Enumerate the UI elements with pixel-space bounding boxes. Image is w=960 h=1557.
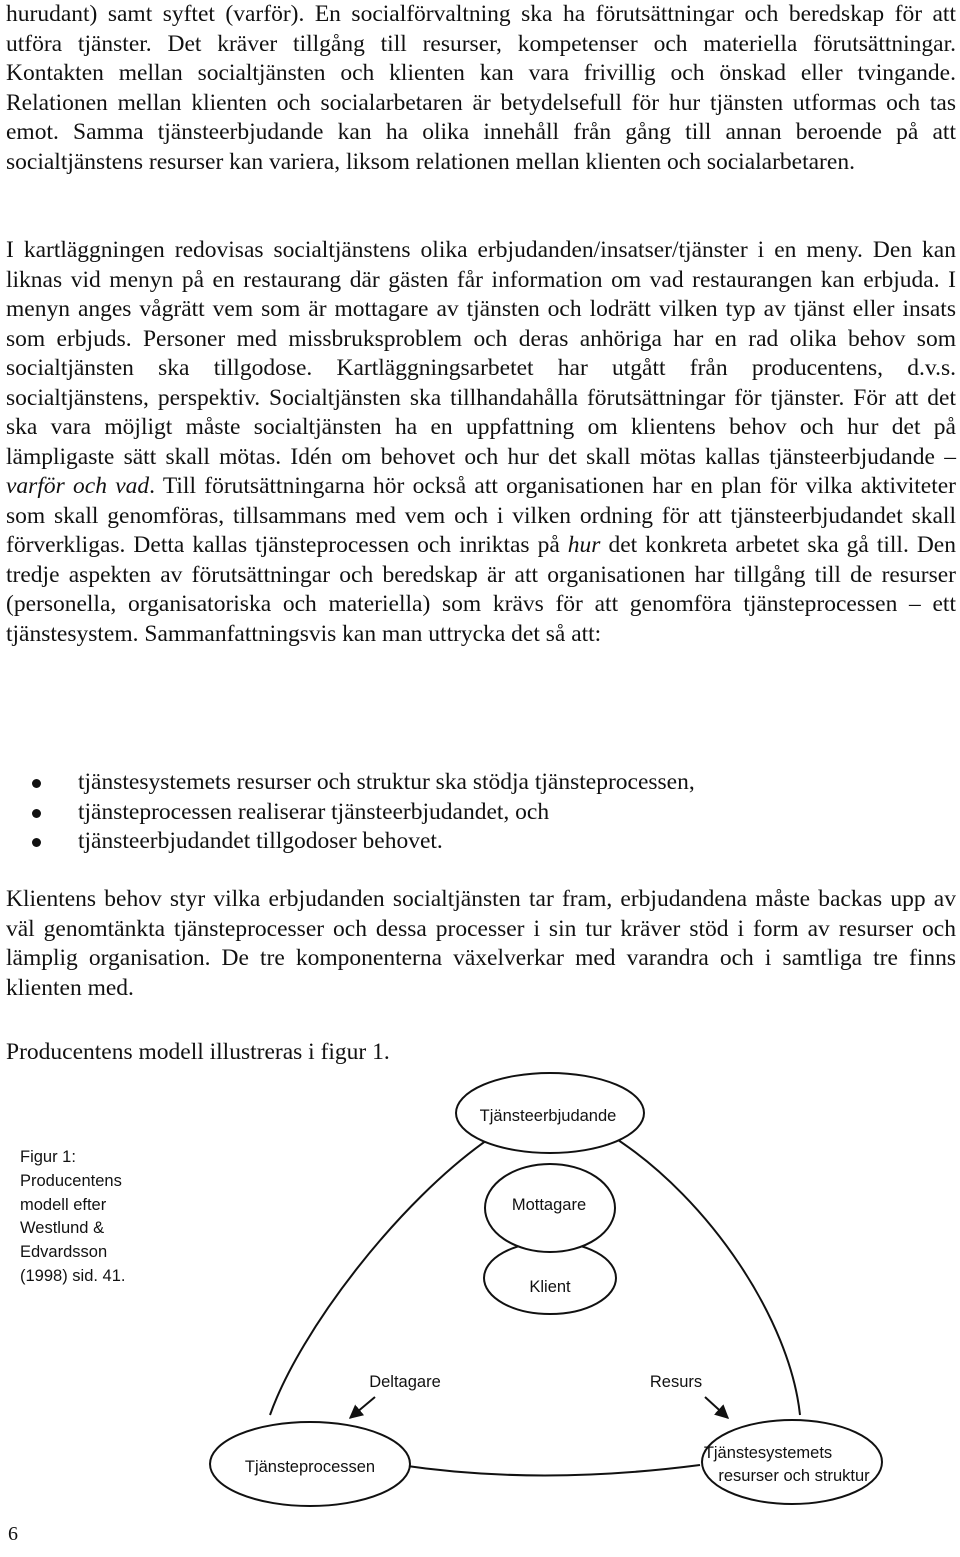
italic-phrase: varför och vad	[6, 473, 150, 499]
bullet-item: tjänstesystemets resurser och struktur ska stödja tjänsteprocessen,	[6, 768, 956, 798]
paragraph-klientens-behov: Klientens behov styr vilka erbjudanden socialtjänsten tar fram, erbjudandena måste backas upp av väl genomtänkta tjänsteprocesser och dessa processer i sin tur kräver stöd i form av resurser och lämplig organisation. De tre komponenterna växelverkar med varandra och i samtliga tre finns klienten med.	[6, 886, 956, 1001]
caption-line: Westlund &	[20, 1219, 105, 1238]
edge-label-deltagare: Deltagare	[369, 1373, 441, 1391]
paragraph-text: I kartläggningen redovisas socialtjänstens olika erbjudanden/insatser/tjänster i en meny. Den kan liknas vid menyn på en restaurang där gästen får information om vad restaurangen kan erbjuda. I menyn anges vågrätt vem som är mottagare av tjänsten och lodrätt vilken typ av tjänst eller insats som erbjuds. Personer med missbruksproblem och deras anhöriga har en rad olika behov som socialtjänsten ska tillgodose. Kartläggningsarbetet har utgått från producentens, d.v.s. socialtjänstens, perspektiv. Socialtjänsten ska tillhandahålla förutsättningar för tjänster. För att det ska vara möjligt måste socialtjänsten ha en uppfattning om klientens behov och hur det på lämpligaste sätt skall mötas. Idén om behovet och hur det skall mötas kallas tjänsteerbjudande –	[6, 237, 956, 470]
paragraph-figure-reference: Producentens modell illustreras i figur 1.	[6, 1039, 390, 1065]
node-tjanstesystemets	[702, 1420, 882, 1504]
node-tjanstesystemets-label-line1: Tjänstesystemets	[703, 1444, 833, 1462]
center-mottagare-label: Mottagare	[511, 1196, 587, 1214]
italic-word: hur	[567, 532, 601, 558]
caption-line: (1998) sid. 41.	[20, 1266, 126, 1285]
paragraph-text: . Till förutsättningarna hör också att organisationen har en plan för vilka aktiviteter som skall genomföras, tillsammans med vem och i vilken ordning för att tjänsteerbjudandet skall förverkligas. Detta kallas tjänsteprocessen och inriktas på	[6, 473, 956, 558]
bullet-list	[6, 768, 956, 857]
arrow-to-tjansteprocessen	[350, 1397, 375, 1418]
caption-line: Producentens	[20, 1171, 122, 1190]
producer-model-diagram	[0, 1068, 960, 1508]
paragraph-kartlaggning-meny	[6, 236, 956, 649]
caption-line: Figur 1:	[20, 1148, 76, 1166]
edge-label-resurs: Resurs	[649, 1373, 703, 1391]
caption-line: modell efter	[20, 1195, 107, 1214]
connector-top-right	[615, 1138, 800, 1415]
bullet-item: tjänsteerbjudandet tillgodoser behovet.	[6, 827, 956, 857]
connector-bottom	[400, 1465, 700, 1476]
paragraph-text: hurudant) samt syftet (varför). En socialförvaltning ska ha förutsättningar och beredskap för att utföra tjänster. Det kräver tillgång till resurser, kompetenser och materiella förutsättningar. Kontakten mellan socialtjänsten och klienten kan vara frivillig och önskad eller tvingande. Relationen mellan klienten och socialarbetaren är betydelsefull för hur tjänsten utformas och tas emot. Samma tjänsteerbjudande kan ha olika innehåll från gång till annan beroende på att socialtjänstens resurser kan variera, liksom relationen mellan klienten och socialarbetaren.	[6, 1, 956, 175]
page-number: 6	[8, 1523, 18, 1545]
bullet-item: tjänsteprocessen realiserar tjänsteerbjudandet, och	[6, 798, 956, 828]
paragraph-text: det konkreta arbetet ska gå till. Den tredje aspekten av förutsättningar och beredskap är att organisationen har tillgång till de resurser (personella, organisatoriska och materiella) som krävs för att genomföra tjänsteprocessen – ett tjänstesystem. Sammanfattningsvis kan man uttrycka det så att:	[6, 532, 956, 647]
node-tjansteprocessen-label: Tjänsteprocessen	[244, 1458, 376, 1476]
paragraph-tjanster-forutsattningar	[6, 0, 956, 177]
node-tjansteerbjudande-label: Tjänsteerbjudande	[479, 1107, 617, 1125]
caption-line: Edvardsson	[20, 1243, 108, 1262]
arrow-to-tjanstesystemets	[705, 1397, 728, 1418]
node-tjanstesystemets-label-line2: resurser och struktur	[718, 1467, 870, 1485]
center-klient-label: Klient	[529, 1278, 571, 1296]
